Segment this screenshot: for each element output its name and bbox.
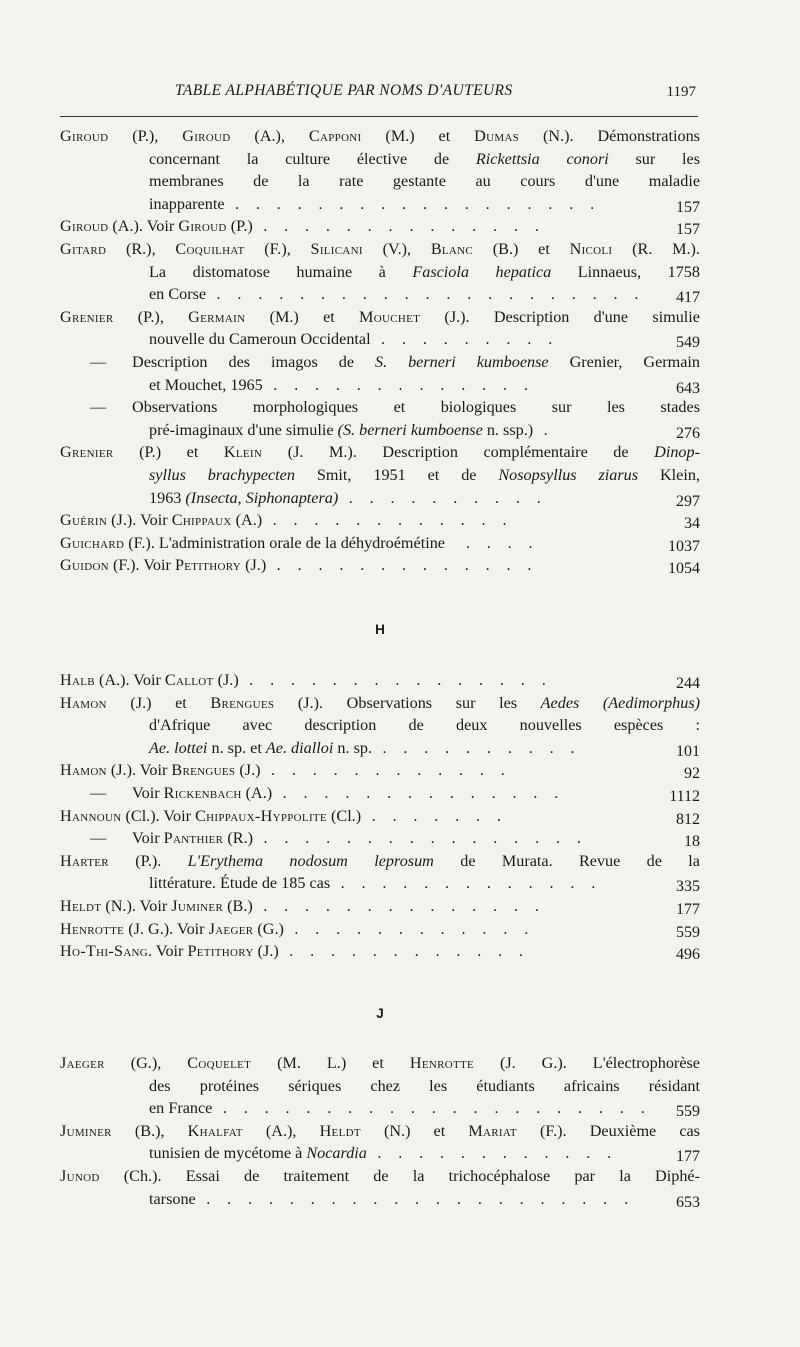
index-entry: Heldt (N.). Voir Juminer (B.) . . . . . . . . . . . . . . 177 xyxy=(60,895,700,918)
running-title: TABLE ALPHABÉTIQUE PAR NOMS D'AUTEURS xyxy=(175,82,513,99)
section-letter-j: J xyxy=(376,1006,384,1021)
section-j xyxy=(60,1052,700,1210)
index-entry: Guérin (J.). Voir Chippaux (A.) . . . . . . . . . . . . 34 xyxy=(60,509,700,532)
entry-page: 559 xyxy=(676,1103,700,1121)
entry-page: 496 xyxy=(676,946,700,964)
index-entry: Gitard (R.), Coquilhat (F.), Silicani (V.), Blanc (B.) et Nicoli (R. M.). La distomatose humaine à Fasciola hepatica Linnaeus, 1758 en Corse . . . . . . . . . . . . . . . . . . . . . 417 xyxy=(60,238,700,306)
entry-page: 653 xyxy=(676,1193,700,1211)
entry-page: 643 xyxy=(676,379,700,397)
entry-page: 549 xyxy=(676,334,700,352)
index-entry: Hannoun (Cl.). Voir Chippaux-Hyppolite (Cl.) . . . . . . . 812 xyxy=(60,805,700,828)
index-entry: Juminer (B.), Khalfat (A.), Heldt (N.) et Mariat (F.). Deuxième cas tunisien de mycétome à Nocardia . . . . . . . . . . . . 177 xyxy=(60,1120,700,1165)
entry-page: 559 xyxy=(676,923,700,941)
index-entry: Grenier (P.), Germain (M.) et Mouchet (J.). Description d'une simulie nouvelle du Cameroun Occidental . . . . . . . . . 549 xyxy=(60,306,700,351)
entry-page: 177 xyxy=(676,1148,700,1166)
section-letter-h: H xyxy=(375,622,385,637)
entry-page: 812 xyxy=(676,810,700,828)
index-entry: Junod (Ch.). Essai de traitement de la trichocéphalose par la Diphé- tarsone . . . . . . . . . . . . . . . . . . . . . 653 xyxy=(60,1165,700,1210)
entry-page: 18 xyxy=(684,833,700,851)
entry-page: 297 xyxy=(676,492,700,510)
index-entry: Guidon (F.). Voir Petithory (J.) . . . . . . . . . . . . . 1054 xyxy=(60,554,700,577)
index-entry: Giroud (A.). Voir Giroud (P.) . . . . . . . . . . . . . . 157 xyxy=(60,215,700,238)
index-entry: — Voir Panthier (R.) . . . . . . . . . . . . . . . . 18 xyxy=(60,827,700,850)
entry-page: 157 xyxy=(676,198,700,216)
entry-page: 1054 xyxy=(668,560,700,578)
index-entry: Giroud (P.), Giroud (A.), Capponi (M.) et Dumas (N.). Démonstrations concernant la culture élective de Rickettsia conori sur les membranes de la rate gestante au cours d'une maladie inapparente . . . . . . . . . . . . . . . . . . 157 xyxy=(60,125,700,215)
entry-page: 1037 xyxy=(668,537,700,555)
entry-page: 276 xyxy=(676,424,700,442)
entry-page: 244 xyxy=(676,675,700,692)
index-entry: Grenier (P.) et Klein (J. M.). Description complémentaire de Dinop- syllus brachypecten Smit, 1951 et de Nosopsyllus ziarus Klein, 1963 (Insecta, Siphonaptera) . . . . . . . . . . 297 xyxy=(60,441,700,509)
index-entry: Guichard (F.). L'administration orale de la déhydroémétine . . . . 1037 xyxy=(60,532,700,555)
index-entry: Henrotte (J. G.). Voir Jaeger (G.) . . . . . . . . . . . . 559 xyxy=(60,918,700,941)
index-entry: Halb (A.). Voir Callot (J.) . . . . . . . . . . . . . . . 244 xyxy=(60,669,700,692)
running-header xyxy=(60,82,700,112)
entry-page: 157 xyxy=(676,221,700,239)
entry-page: 92 xyxy=(684,765,700,783)
section-g xyxy=(60,125,700,577)
section-h xyxy=(60,669,700,963)
entry-page: 101 xyxy=(676,742,700,760)
index-entry: Hamon (J.). Voir Brengues (J.) . . . . . . . . . . . . 92 xyxy=(60,759,700,782)
index-entry: Harter (P.). L'Erythema nodosum leprosum de Murata. Revue de la littérature. Étude de 185 cas . . . . . . . . . . . . . 335 xyxy=(60,850,700,895)
index-entry: — Voir Rickenbach (A.) . . . . . . . . . . . . . . 1112 xyxy=(60,782,700,805)
header-rule xyxy=(60,116,698,117)
index-entry: — Description des imagos de S. berneri kumboense Grenier, Germain et Mouchet, 1965 . . . . . . . . . . . . . 643 xyxy=(60,351,700,396)
entry-page: 417 xyxy=(676,289,700,307)
entry-page: 177 xyxy=(676,900,700,918)
index-entry: — Observations morphologiques et biologiques sur les stades pré-imaginaux d'une simulie (S. berneri kumboense n. ssp.) . 276 xyxy=(60,396,700,441)
entry-page: 34 xyxy=(684,515,700,533)
entry-page: 1112 xyxy=(669,787,700,805)
entry-page: 335 xyxy=(676,878,700,896)
index-entry: Jaeger (G.), Coquelet (M. L.) et Henrotte (J. G.). L'électrophorèse des protéines sériques chez les étudiants africains résidant en France . . . . . . . . . . . . . . . . . . . . . 559 xyxy=(60,1052,700,1120)
page-number: 1197 xyxy=(666,84,696,100)
index-entry: Hamon (J.) et Brengues (J.). Observations sur les Aedes (Aedimorphus) d'Afrique avec description de deux nouvelles espèces : Ae. lottei n. sp. et Ae. dialloi n. sp. . . . . . . . . . . 101 xyxy=(60,692,700,760)
index-entry: Ho-Thi-Sang. Voir Petithory (J.) . . . . . . . . . . . . 496 xyxy=(60,940,700,963)
